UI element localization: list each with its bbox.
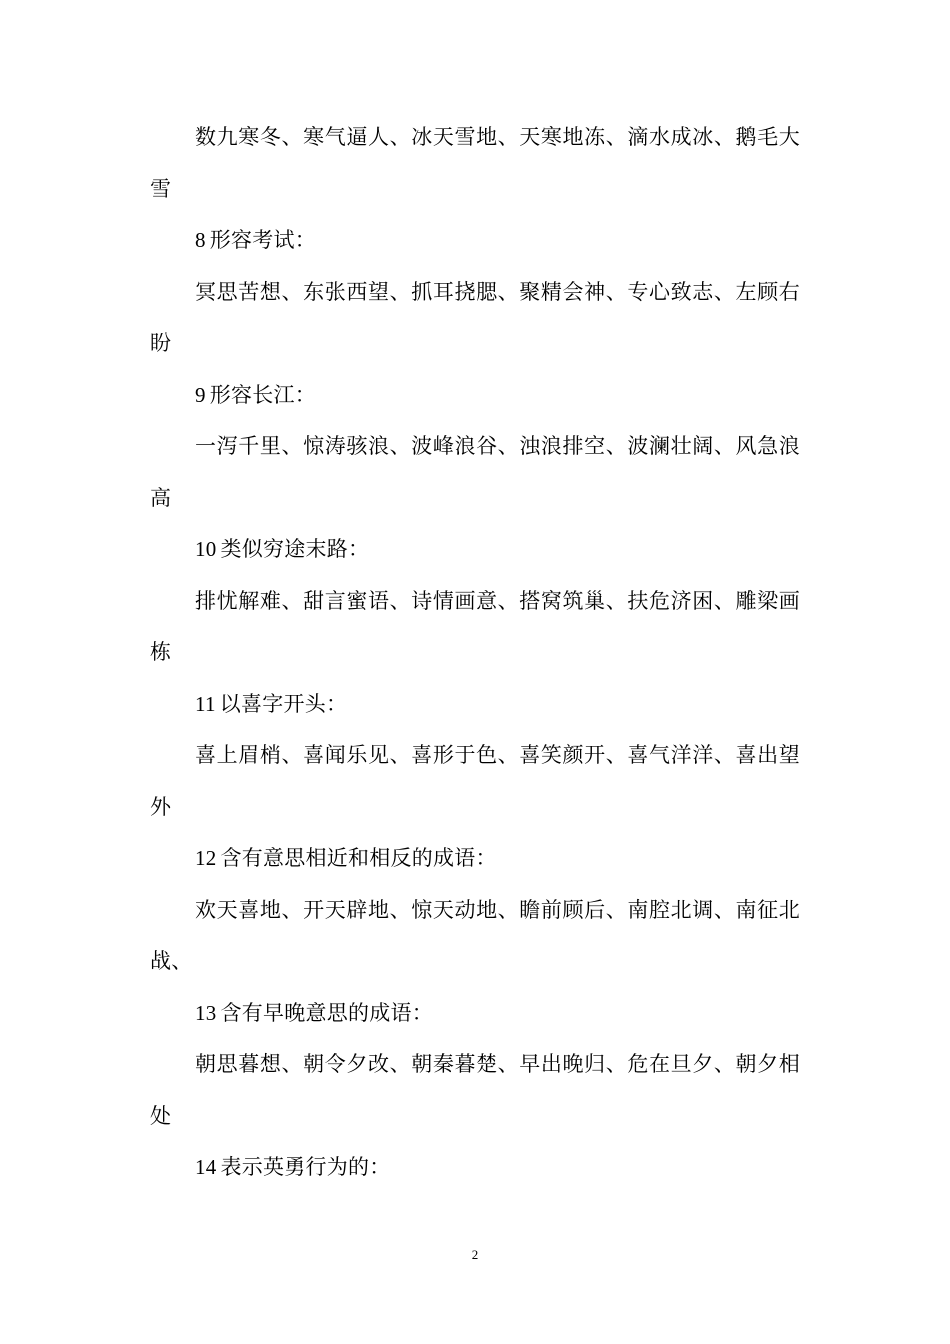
heading-number: 8 (195, 228, 206, 252)
paragraph-similar: 排忧解难、甜言蜜语、诗情画意、搭窝筑巢、扶危济困、雕梁画栋 (150, 588, 800, 664)
heading-similar (150, 524, 800, 576)
document-body (150, 112, 800, 1194)
heading-text: 形容长江： (209, 382, 316, 407)
heading-yangtze (150, 370, 800, 422)
heading-number: 11 (195, 691, 216, 716)
heading-number: 12 (195, 846, 217, 870)
heading-text: 含有早晚意思的成语： (220, 1000, 433, 1025)
heading-text: 形容考试： (209, 228, 316, 252)
paragraph-morning-evening: 朝思暮想、朝令夕改、朝秦暮楚、早出晚归、危在旦夕、朝夕相处 (150, 1052, 800, 1128)
heading-text: 以喜字开头： (219, 691, 348, 716)
heading-number: 14 (195, 1155, 217, 1179)
heading-opposites (150, 833, 800, 885)
heading-text: 类似穷途末路： (220, 537, 370, 561)
page-number: 2 (471, 1247, 479, 1262)
heading-number: 13 (195, 1000, 217, 1025)
heading-morning-evening (150, 988, 800, 1040)
paragraph-yangtze: 一泻千里、惊涛骇浪、波峰浪谷、浊浪排空、波澜壮阔、风急浪高 (150, 434, 800, 510)
paragraph-winter: 数九寒冬、寒气逼人、冰天雪地、天寒地冻、滴水成冰、鹅毛大雪 (150, 125, 800, 201)
paragraph-exam: 冥思苦想、东张西望、抓耳挠腮、聚精会神、专心致志、左顾右盼 (150, 279, 800, 355)
heading-text: 含有意思相近和相反的成语： (220, 846, 497, 870)
paragraph-xi: 喜上眉梢、喜闻乐见、喜形于色、喜笑颜开、喜气洋洋、喜出望外 (150, 743, 800, 819)
paragraph-opposites: 欢天喜地、开天辟地、惊天动地、瞻前顾后、南腔北调、南征北战、 (150, 897, 800, 973)
heading-exam (150, 215, 800, 267)
heading-xi (150, 679, 800, 731)
heading-number: 10 (195, 537, 217, 561)
heading-text: 表示英勇行为的： (220, 1155, 391, 1179)
heading-number: 9 (195, 382, 206, 407)
heading-brave (150, 1142, 800, 1194)
